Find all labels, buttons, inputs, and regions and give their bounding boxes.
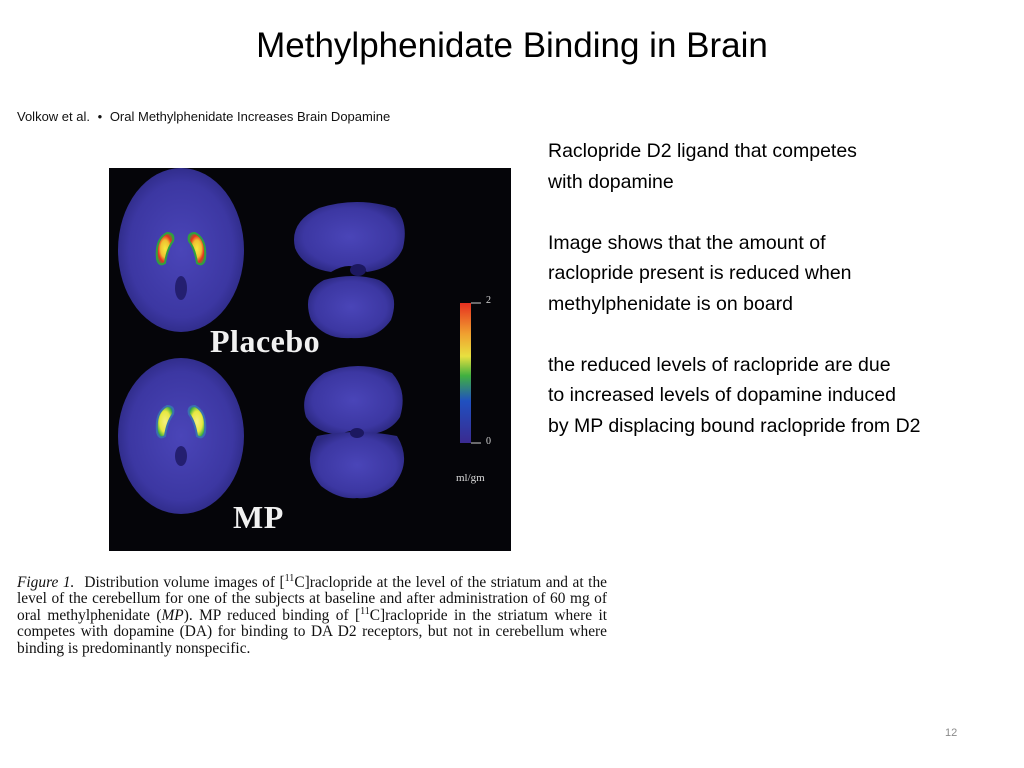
scale-min-label: 0 (486, 436, 491, 447)
paper-header (17, 109, 390, 124)
mp-label: MP (233, 499, 284, 535)
placebo-label: Placebo (210, 323, 321, 359)
caption-text-2: C]raclopride at the level of the striatum and at the level of the cerebellum for one of the subjects at baseline and after administration of 60 mg of oral methylphenidate ( (17, 574, 607, 624)
header-separator: • (97, 109, 103, 124)
caption-mp-italic: MP (161, 606, 184, 624)
mp-cerebellum-slice (304, 366, 404, 498)
color-scale-bar (460, 303, 481, 443)
paper-authors: Volkow et al. (17, 109, 90, 124)
figure-caption (17, 572, 607, 657)
placebo-cerebellum-slice (294, 202, 405, 338)
notes-paragraph-1: Raclopride D2 ligand that competes with dopamine (548, 140, 857, 193)
slide-title: Methylphenidate Binding in Brain (256, 26, 768, 65)
scale-unit-label: ml/gm (456, 472, 485, 484)
pet-scan-figure (109, 168, 511, 551)
notes-paragraph-2: Image shows that the amount of raclopride present is reduced when methylphenidate is on board (548, 231, 852, 315)
notes-paragraph-3: the reduced levels of raclopride are due to increased levels of dopamine induced by MP displacing bound raclopride from D2 (548, 353, 921, 437)
mp-striatum-slice (118, 358, 244, 514)
caption-text-3: ). MP reduced binding of [ (183, 606, 361, 624)
page-number: 12 (945, 727, 958, 739)
caption-superscript-1: 11 (284, 572, 295, 584)
figure-number: Figure 1. (17, 574, 75, 591)
caption-text-4: C]raclopride in the striatum where it competes with dopamine (DA) for binding to DA D2 receptors, but not in cerebellum where binding is predominantly nonspecific. (17, 606, 607, 657)
slide-notes (548, 136, 1018, 472)
caption-text-1: Distribution volume images of [ (84, 574, 285, 591)
caption-superscript-2: 11 (360, 605, 370, 617)
placebo-striatum-slice (118, 168, 244, 332)
scale-max-label: 2 (486, 295, 491, 306)
paper-article-title: Oral Methylphenidate Increases Brain Dopamine (109, 109, 391, 124)
